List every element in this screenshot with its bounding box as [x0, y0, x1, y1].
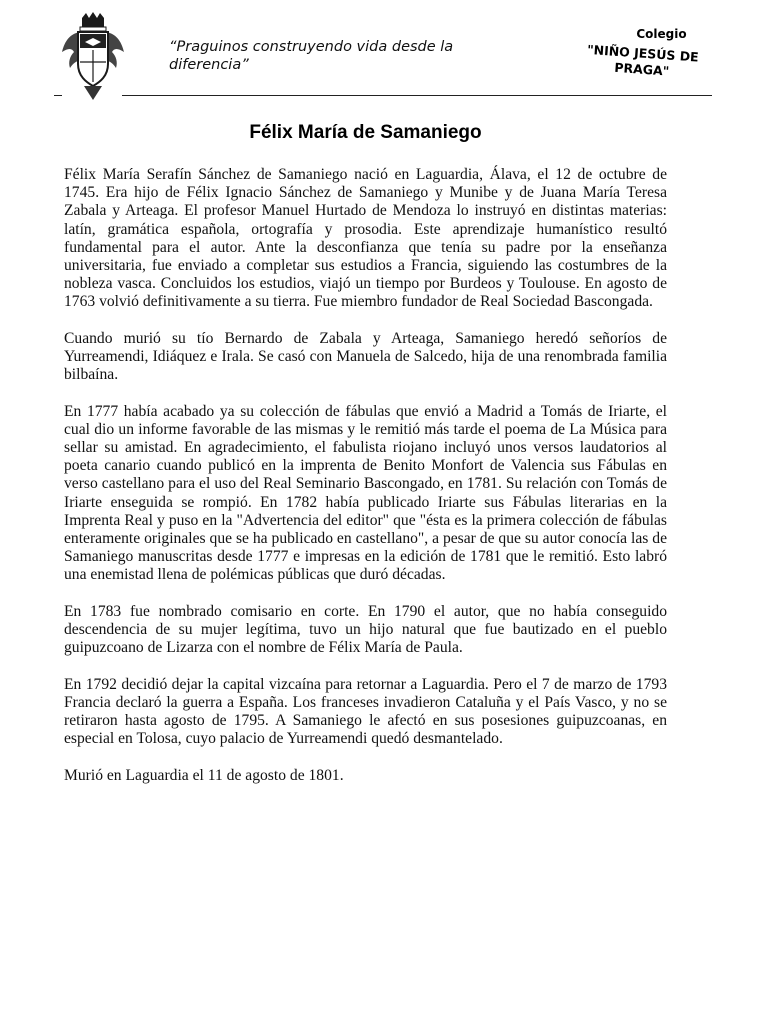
school-motto: “Praguinos construyendo vida desde la diferencia”: [169, 39, 454, 73]
paragraph-6: Murió en Laguardia el 11 de agosto de 1801.: [64, 766, 344, 784]
crest-icon: [58, 12, 128, 100]
paragraph-4: En 1783 fue nombrado comisario en corte. En 1790 el autor, que no había conseguido descendencia de su mujer legítima, tuvo un hijo natural que fue bautizado en el pueblo guipuzcoano de Lizarza con el nombre de Félix María de Paula.: [64, 602, 667, 657]
school-name-line2: "NIÑO JESÚS DE PRAGA": [586, 41, 700, 79]
paragraph-1: Félix María Serafín Sánchez de Samaniego nació en Laguardia, Álava, el 12 de octubre de 1745. Era hijo de Félix Ignacio Sánchez de Samaniego y Munibe y de Juana María Teresa Zabala y Arteaga. El profesor Manuel Hurtado de Mendoza lo instruyó en distintas materias: latín, gramática española, ortografía y prosodia. Este aprendizaje humanístico resultó fundamental para el autor. Ante la desconfianza que tenía su padre por la enseñanza universitaria, fue enviado a completar sus estudios a Francia, siguiendo las costumbres de la nobleza vasca. Concluidos los estudios, viajó un tiempo por Burdeos y Toulouse. En agosto de 1763 volvió definitivamente a su tierra. Fue miembro fundador de Real Sociedad Bascongada.: [64, 166, 667, 311]
school-name: [575, 27, 710, 79]
header-rule-short: [54, 95, 62, 96]
header-rule: [122, 95, 712, 96]
document-title: Félix María de Samaniego: [249, 122, 482, 143]
paragraph-5: En 1792 decidió dejar la capital vizcaína para retornar a Laguardia. Pero el 7 de marzo de 1793 Francia declaró la guerra a España. Los franceses invadieron Cataluña y el País Vasco, y no se retiraron hasta agosto de 1795. A Samaniego le afectó en sus posesiones guipuzcoanas, en especial en Tolosa, cuyo palacio de Yurreamendi quedó desmantelado.: [64, 675, 667, 748]
document-body: [64, 166, 667, 803]
paragraph-3: En 1777 había acabado ya su colección de fábulas que envió a Madrid a Tomás de Iriarte, el cual dio un informe favorable de las mismas y le remitió más tarde el poema de La Música para sellar su amistad. En agradecimiento, el fabulista riojano incluyó unos versos laudatorios al poeta canario cuando publicó en la imprenta de Benito Monfort de Valencia sus Fábulas en verso castellano para el uso del Real Seminario Bascongado, en 1781. Su relación con Tomás de Iriarte enseguida se rompió. En 1782 había publicado Iriarte sus Fábulas literarias en la Imprenta Real y puso en la "Advertencia del editor" que "ésta es la primera colección de fábulas enteramente originales que se ha publicado en castellano", a pesar de que su autor conocía las de Samaniego manuscritas desde 1777 e impresas en la edición de 1781 que le remitió. Esto labró una enemistad llena de polémicas públicas que duró décadas.: [64, 402, 667, 584]
paragraph-2: Cuando murió su tío Bernardo de Zabala y Arteaga, Samaniego heredó señoríos de Yurreamendi, Idiáquez e Irala. Se casó con Manuela de Salcedo, hija de una renombrada familia bilbaína.: [64, 329, 667, 384]
school-name-line1: Colegio: [636, 27, 687, 41]
school-crest-logo: [58, 12, 128, 100]
